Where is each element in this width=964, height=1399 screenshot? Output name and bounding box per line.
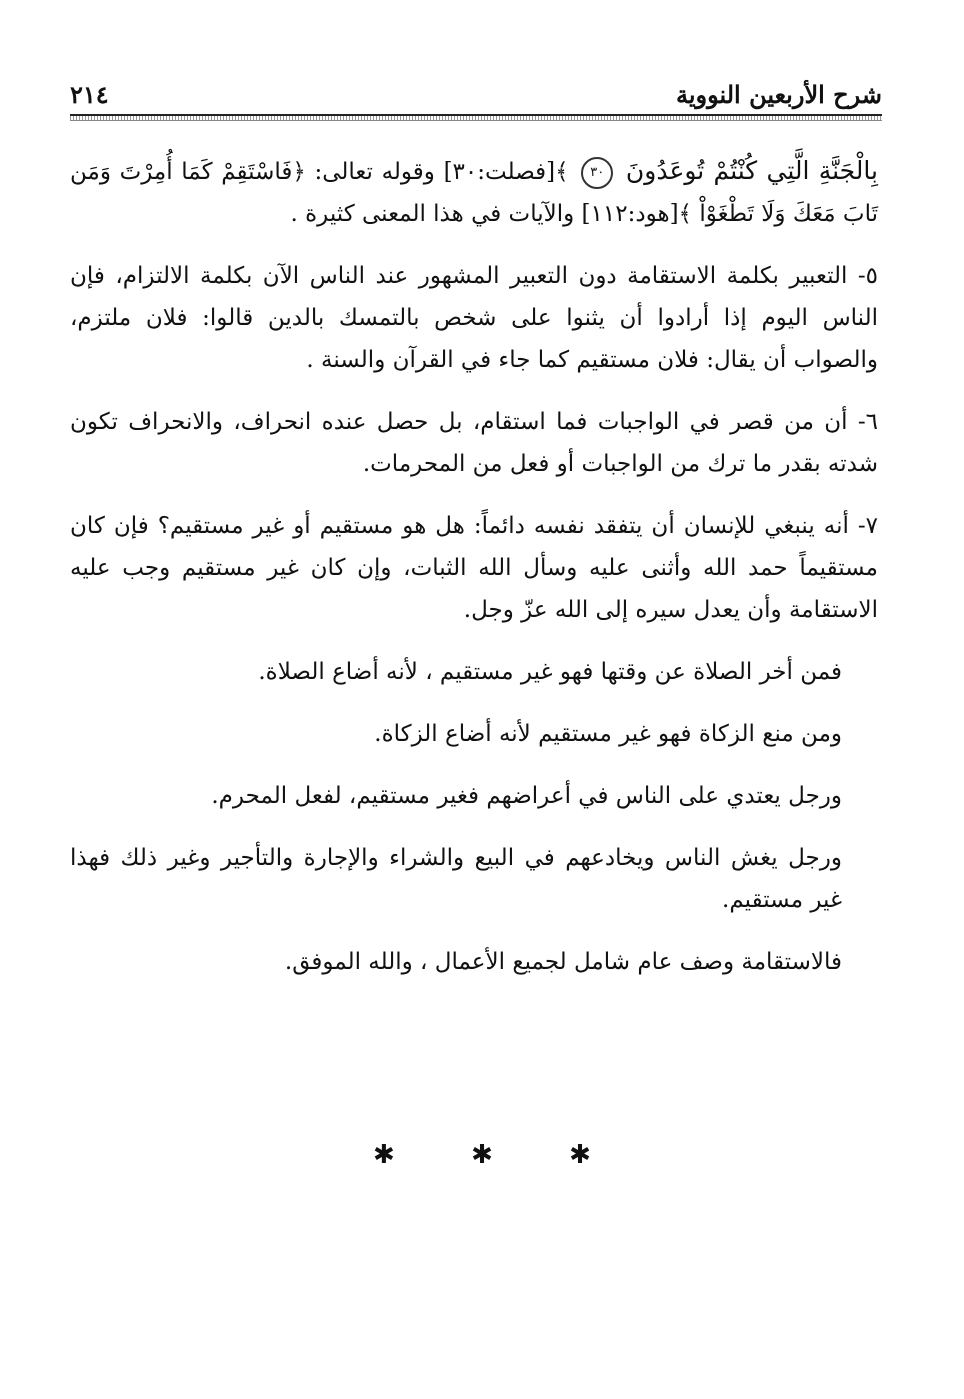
page-body xyxy=(70,150,878,1003)
intro-paragraph xyxy=(70,150,878,235)
point-7: ٧- أنه ينبغي للإنسان أن يتفقد نفسه دائماً: هل هو مستقيم أو غير مستقيم؟ فإن كان مستقيماً حمد الله وأثنى عليه وسأل الله الثبات، وإن كان غير مستقيم وجب عليه الاستقامة وأن يعدل سيره إلى الله عزّ وجل. xyxy=(70,513,878,623)
example-cheating: ورجل يغش الناس ويخادعهم في البيع والشراء والإجارة والتأجير وغير ذلك فهذا غير مستقيم. xyxy=(70,845,842,913)
point-5: ٥- التعبير بكلمة الاستقامة دون التعبير المشهور عند الناس الآن بكلمة الالتزام، فإن الناس اليوم إذا أرادوا أن يثنوا على شخص بالتمسك بالدين قالوا: فلان ملتزم، والصواب أن يقال: فلان مستقيم كما جاء في القرآن والسنة . xyxy=(70,263,878,373)
conclusion: فالاستقامة وصف عام شامل لجميع الأعمال ، والله الموفق. xyxy=(284,949,842,975)
page-header xyxy=(70,78,882,118)
header-rule xyxy=(70,114,882,121)
star-icon: ✱ xyxy=(471,1140,493,1170)
section-separator xyxy=(0,1140,964,1170)
point-6: ٦- أن من قصر في الواجبات فما استقام، بل حصل عنده انحراف، والانحراف تكون شدته بقدر ما ترك من الواجبات أو فعل من المحرمات. xyxy=(70,409,878,477)
ayah-number-mark: ٣٠ xyxy=(581,157,613,189)
intro-continuation: ﴾[فصلت:٣٠] وقوله تعالى: ﴿فَاسْتَقِمْ كَمَا أُمِرْتَ وَمَن تَابَ مَعَكَ وَلَا تَطْغَوْاْ ﴾[هود:١١٢] والآيات في هذا المعنى كثيرة . xyxy=(70,159,878,227)
example-honor: ورجل يعتدي على الناس في أعراضهم فغير مستقيم، لفعل المحرم. xyxy=(211,783,842,809)
example-prayer: فمن أخر الصلاة عن وقتها فهو غير مستقيم ، لأنه أضاع الصلاة. xyxy=(258,659,842,685)
star-icon: ✱ xyxy=(373,1140,395,1170)
example-zakat: ومن منع الزكاة فهو غير مستقيم لأنه أضاع الزكاة. xyxy=(374,721,842,747)
page-number: ٢١٤ xyxy=(70,80,109,109)
star-icon: ✱ xyxy=(569,1140,591,1170)
running-title: شرح الأربعين النووية xyxy=(675,80,882,109)
quran-verse-fussilat: بِالْجَنَّةِ الَّتِي كُنْتُمْ تُوعَدُونَ xyxy=(625,156,878,185)
